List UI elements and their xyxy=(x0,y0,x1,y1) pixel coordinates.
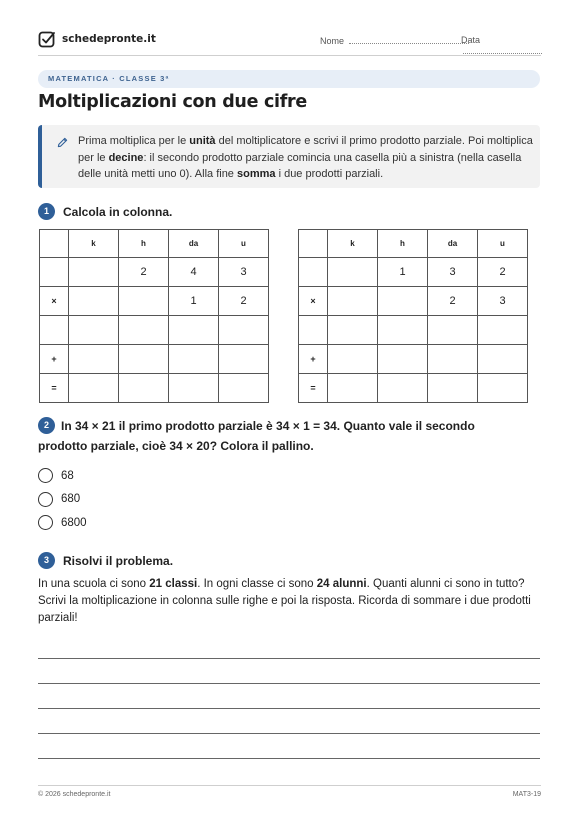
digit-cell[interactable]: 1 xyxy=(169,287,219,316)
question-3-heading xyxy=(38,552,173,569)
digit-cell[interactable] xyxy=(119,287,169,316)
option-label: 6800 xyxy=(61,516,87,529)
answer-cell[interactable] xyxy=(119,374,169,403)
name-label: Nome xyxy=(320,36,345,46)
digit-cell[interactable]: 2 xyxy=(428,287,478,316)
answer-options xyxy=(38,464,87,535)
date-field xyxy=(461,35,542,56)
digit-cell[interactable]: 2 xyxy=(219,287,269,316)
radio-circle[interactable] xyxy=(38,492,53,507)
pencil-icon xyxy=(57,137,68,148)
page-header xyxy=(38,28,541,56)
answer-cell[interactable] xyxy=(219,316,269,345)
question-number-badge: 2 xyxy=(38,417,55,434)
page-footer xyxy=(38,785,541,798)
header-k: k xyxy=(69,230,119,258)
answer-cell[interactable] xyxy=(478,374,528,403)
option-6800[interactable] xyxy=(38,511,87,535)
header-h: h xyxy=(378,230,428,258)
date-label: Data xyxy=(461,35,481,45)
header-u: u xyxy=(219,230,269,258)
radio-circle[interactable] xyxy=(38,515,53,530)
column-multiplication-table-2 xyxy=(298,229,528,403)
question-3-text: Risolvi il problema. xyxy=(63,553,174,568)
checkbox-logo-icon xyxy=(38,30,56,48)
answer-cell[interactable] xyxy=(428,374,478,403)
plus-sign: + xyxy=(40,345,69,374)
page-title: Moltiplicazioni con due cifre xyxy=(38,92,307,112)
equals-sign: = xyxy=(299,374,328,403)
digit-cell[interactable] xyxy=(328,258,378,287)
answer-cell[interactable] xyxy=(119,316,169,345)
header-u: u xyxy=(478,230,528,258)
answer-cell[interactable] xyxy=(219,345,269,374)
subject-badge xyxy=(38,70,540,88)
digit-cell[interactable] xyxy=(378,287,428,316)
date-blank xyxy=(463,45,542,54)
radio-circle[interactable] xyxy=(38,468,53,483)
copyright-text: © 2026 schedepronte.it xyxy=(38,791,111,798)
column-multiplication-table-1 xyxy=(39,229,269,403)
header-h: h xyxy=(119,230,169,258)
writing-line[interactable] xyxy=(38,758,540,783)
header-da: da xyxy=(428,230,478,258)
header-k: k xyxy=(328,230,378,258)
digit-cell[interactable]: 2 xyxy=(478,258,528,287)
answer-cell[interactable] xyxy=(69,316,119,345)
worksheet-code: MAT3-19 xyxy=(512,791,541,798)
answer-cell[interactable] xyxy=(378,374,428,403)
question-number-badge: 3 xyxy=(38,552,55,569)
question-2-text: In 34 × 21 il primo prodotto parziale è 34 × 1 = 34. Quanto vale il secondo prodotto parziale, cioè 34 × 20? Colora il pallino. xyxy=(38,419,475,453)
option-680[interactable] xyxy=(38,488,87,512)
answer-cell[interactable] xyxy=(428,316,478,345)
question-1-heading xyxy=(38,203,172,220)
option-68[interactable] xyxy=(38,464,87,488)
answer-cell[interactable] xyxy=(478,316,528,345)
brand-logo xyxy=(38,30,156,48)
option-label: 68 xyxy=(61,469,74,482)
digit-cell[interactable]: 3 xyxy=(478,287,528,316)
digit-cell[interactable]: 1 xyxy=(378,258,428,287)
answer-cell[interactable] xyxy=(428,345,478,374)
writing-line[interactable] xyxy=(38,708,540,733)
answer-lines xyxy=(38,658,540,783)
digit-cell[interactable]: 3 xyxy=(219,258,269,287)
digit-cell[interactable] xyxy=(69,258,119,287)
answer-cell[interactable] xyxy=(69,345,119,374)
instructions-text: Prima moltiplica per le unità del moltiplicatore e scrivi il primo prodotto parziale. Poi moltiplica per le decine: il secondo prodotto parziale comincia una casella più a sinistra (nella casella delle unità metti uno 0). Alla fine somma i due prodotti parziali. xyxy=(78,135,533,180)
writing-line[interactable] xyxy=(38,683,540,708)
answer-cell[interactable] xyxy=(169,316,219,345)
brand-name: schedepronte.it xyxy=(62,33,156,45)
writing-line[interactable] xyxy=(38,733,540,758)
digit-cell[interactable]: 2 xyxy=(119,258,169,287)
plus-sign: + xyxy=(299,345,328,374)
times-sign: × xyxy=(40,287,69,316)
option-label: 680 xyxy=(61,493,81,506)
writing-line[interactable] xyxy=(38,658,540,683)
digit-cell[interactable]: 4 xyxy=(169,258,219,287)
answer-cell[interactable] xyxy=(69,374,119,403)
answer-cell[interactable] xyxy=(219,374,269,403)
answer-cell[interactable] xyxy=(478,345,528,374)
answer-cell[interactable] xyxy=(328,316,378,345)
answer-cell[interactable] xyxy=(378,345,428,374)
question-number-badge: 1 xyxy=(38,203,55,220)
digit-cell[interactable] xyxy=(69,287,119,316)
equals-sign: = xyxy=(40,374,69,403)
answer-cell[interactable] xyxy=(378,316,428,345)
answer-cell[interactable] xyxy=(119,345,169,374)
answer-cell[interactable] xyxy=(328,374,378,403)
header-da: da xyxy=(169,230,219,258)
answer-cell[interactable] xyxy=(328,345,378,374)
name-blank xyxy=(349,35,469,44)
answer-cell[interactable] xyxy=(169,345,219,374)
times-sign: × xyxy=(299,287,328,316)
name-field xyxy=(320,35,469,46)
answer-cell[interactable] xyxy=(169,374,219,403)
subject-label: MATEMATICA · CLASSE 3ª xyxy=(48,74,170,83)
word-problem-text: In una scuola ci sono 21 classi. In ogni classe ci sono 24 alunni. Quanti alunni ci sono in tutto? Scrivi la moltiplicazione in colonna sulle righe e poi la risposta. Ricorda di sommare i due prodotti parziali! xyxy=(38,578,531,624)
digit-cell[interactable]: 3 xyxy=(428,258,478,287)
digit-cell[interactable] xyxy=(328,287,378,316)
question-1-text: Calcola in colonna. xyxy=(63,204,173,219)
instructions-box xyxy=(38,125,540,188)
question-2-heading xyxy=(38,416,518,456)
